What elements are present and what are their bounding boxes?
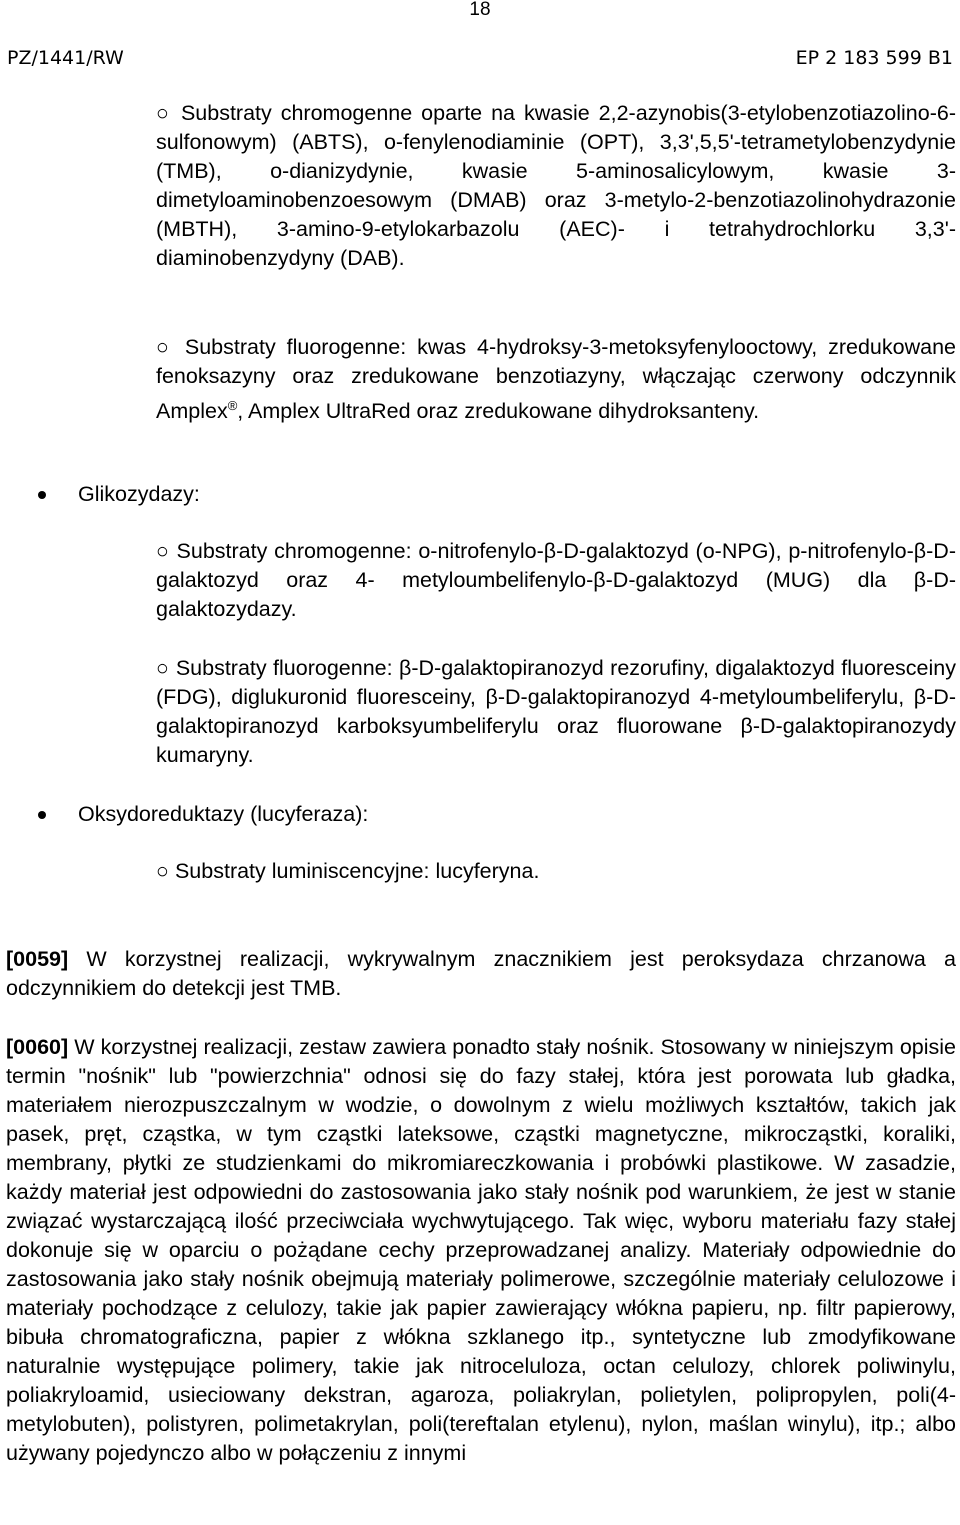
substrate-chromogenic-list: ○ Substraty chromogenne oparte na kwasie 2,2-azynobis(3-etylobenzotiazolino-6-sulfonowym) (ABTS), o-fenylenodiaminie (OPT), 3,3',5,5'-tetrametylobenzydynie (TMB), o-dianizydynie, kwasie 5-aminosalicylowym, kwasie 3-dimetyloaminobenzoesowym (DMAB) oraz 3-metylo-2-benzotiazolinohydrazonie (MBTH), 3-amino-9-etylokarbazolu (AEC)- i tetrahydrochlorku 3,3'-diaminobenzydyny (DAB). <box>156 101 956 270</box>
substrate-fluorogenic-text-a: ○ Substraty fluorogenne: kwas 4-hydroksy-3-metoksyfenylooctowy, zredukowane fenoksazyny oraz zredukowane benzotiazyny, włączając czerwony odczynnik Amplex <box>156 335 956 424</box>
patent-number-right: EP 2 183 599 B1 <box>795 47 953 69</box>
paragraph-0060 <box>6 1033 956 1468</box>
paragraph-0059 <box>6 945 956 1003</box>
substrate-fluorogenic-text-b: , Amplex UltraRed oraz zredukowane dihydroksanteny. <box>237 399 760 424</box>
page-number: 18 <box>469 0 491 20</box>
paragraph-0060-tag: [0060] <box>6 1035 69 1059</box>
document-reference-left: PZ/1441/RW <box>7 47 124 69</box>
paragraph-0059-text: W korzystnej realizacji, wykrywalnym znacznikiem jest peroksydaza chrzanowa a odczynnikiem do detekcji jest TMB. <box>6 947 956 1000</box>
bullet-dot-icon <box>38 491 46 499</box>
registered-mark: ® <box>227 398 238 413</box>
bullet-oxidoreductases <box>38 800 368 829</box>
luminescent-substrate: ○ Substraty luminiscencyjne: lucyferyna. <box>156 859 540 883</box>
bullet-glycosidases-label: Glikozydazy: <box>78 482 200 506</box>
bullet-oxidoreductases-label: Oksydoreduktazy (lucyferaza): <box>78 802 369 826</box>
bullet-glycosidases <box>38 480 200 509</box>
paragraph-0059-tag: [0059] <box>6 947 69 971</box>
glycosidase-fluorogenic-list: ○ Substraty fluorogenne: β-D-galaktopiranozyd rezorufiny, digalaktozyd fluoresceiny (FDG), diglukuronid fluoresceiny, β-D-galaktopiranozyd 4-metyloumbeliferylu, β-D-galaktopiranozyd karboksyumbeliferylu oraz fluorowane β-D-galaktopiranozydy kumaryny. <box>156 656 956 767</box>
glycosidase-chromogenic-list: ○ Substraty chromogenne: o-nitrofenylo-β-D-galaktozyd (o-NPG), p-nitrofenylo-β-D-galaktozyd oraz 4- metyloumbelifenylo-β-D-galaktozyd (MUG) dla β-D-galaktozydazy. <box>156 539 956 621</box>
substrate-fluorogenic-list <box>156 333 956 426</box>
bullet-dot-icon <box>38 811 46 819</box>
paragraph-0060-text: W korzystnej realizacji, zestaw zawiera ponadto stały nośnik. Stosowany w niniejszym opisie termin "nośnik" lub "powierzchnia" odnosi się do fazy stałej, która jest porowata lub gładka, materiałem nierozpuszczalnym w wodzie, o dowolnym z wielu możliwych kształtów, takich jak pasek, pręt, cząstka, w tym cząstki lateksowe, cząstki magnetyczne, mikrocząstki, koraliki, membrany, płytki ze studzienkami do mikromiareczkowania i probówki plastikowe. W zasadzie, każdy materiał jest odpowiedni do zastosowania jako stały nośnik pod warunkiem, że jest w stanie związać wystarczającą ilość przeciwciała wychwytującego. Tak więc, wyboru materiału fazy stałej dokonuje się w oparciu o pożądane cechy przeprowadzanej analizy. Materiały odpowiednie do zastosowania jako stały nośnik obejmują materiały polimerowe, szczególnie materiały celulozowe i materiały pochodzące z celulozy, takie jak papier zawierający włókna papieru, np. filtr papierowy, bibuła chromatograficzna, papier z włókna szklanego itp., syntetyczne lub zmodyfikowane naturalnie występujące polimery, takie jak nitroceluloza, octan celulozy, chlorek poliwinylu, poliakryloamid, usieciowany dekstran, agaroza, poliakrylan, polietylen, polipropylen, poli(4-metylobuten), polistyren, polimetakrylan, poli(tereftalan etylenu), nylon, maślan winylu), itp.; albo używany pojedynczo albo w połączeniu z innymi <box>6 1035 956 1465</box>
